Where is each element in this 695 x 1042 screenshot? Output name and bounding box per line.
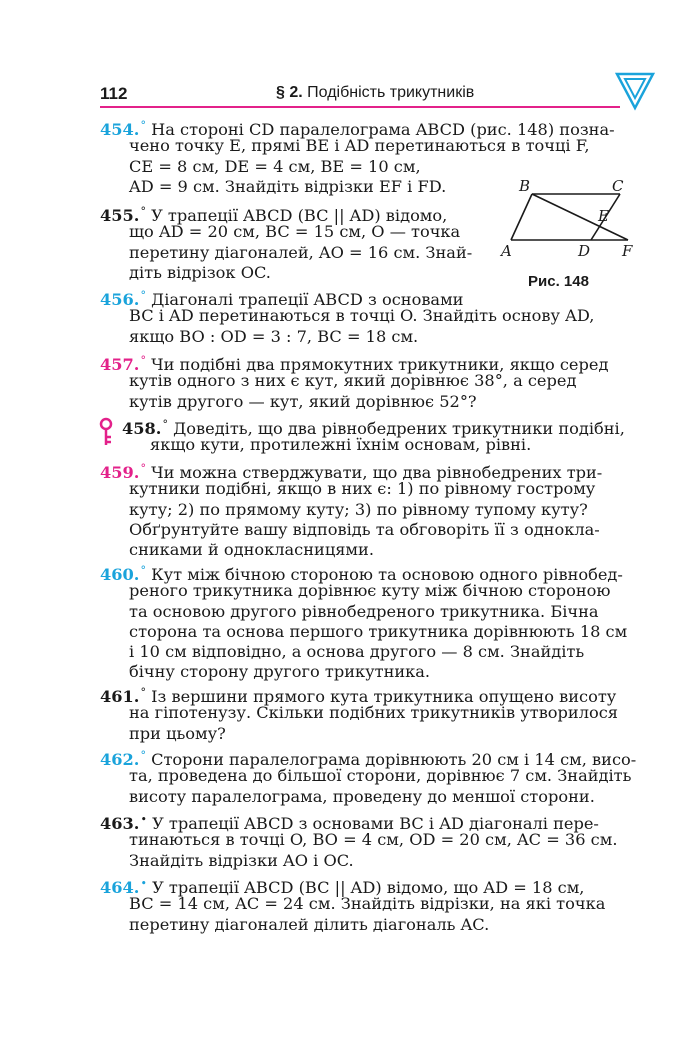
problem-number: 457. xyxy=(100,355,140,374)
problem-text-line: сниками й однокласницями. xyxy=(129,540,374,560)
key-icon xyxy=(98,417,120,447)
difficulty-mark: ° xyxy=(140,119,146,132)
difficulty-mark: ° xyxy=(140,749,146,762)
problem-number: 459. xyxy=(100,463,140,482)
problem-text-line: кутів другого — кут, який дорівнює 52°? xyxy=(129,391,477,411)
problem-454 xyxy=(100,116,638,197)
problem-456 xyxy=(100,286,638,347)
problem-463 xyxy=(100,810,638,871)
problem-text-line: Діагоналі трапеції ABCD з основами xyxy=(151,290,464,309)
problem-text-line: кутів одного з них є кут, який дорівнює 38°, а серед xyxy=(129,371,577,391)
problem-text-line: кутники подібні, якщо в них є: 1) по рівному гострому xyxy=(129,479,596,499)
problem-text-line: якщо кути, протилежні їхнім основам, рівні. xyxy=(150,435,532,455)
problem-number: 456. xyxy=(100,290,140,309)
problem-number: 461. xyxy=(100,687,140,706)
header-rule xyxy=(100,106,620,108)
problem-number: 454. xyxy=(100,120,140,139)
problem-459 xyxy=(100,459,638,560)
difficulty-mark: ° xyxy=(140,354,146,367)
problem-text-line: Доведіть, що два рівнобедрених трикутники подібні, xyxy=(173,419,625,438)
problem-text-line: BC = 14 см, AC = 24 см. Знайдіть відрізки, на які точка xyxy=(129,894,606,914)
problem-number: 455. xyxy=(100,206,140,225)
problem-461 xyxy=(100,683,638,744)
problem-text-line: AD = 9 см. Знайдіть відрізки EF і FD. xyxy=(129,176,447,196)
problem-text-line: реного трикутника дорівнює куту між бічною стороною xyxy=(129,581,611,601)
difficulty-mark: ° xyxy=(140,289,146,302)
problem-text-line: що AD = 20 см, BC = 15 см, O — точка xyxy=(129,222,461,242)
section-title: Подібність трикутників xyxy=(307,84,475,101)
difficulty-mark: • xyxy=(140,877,147,890)
problem-text-line: У трапеції ABCD (BC || AD) відомо, xyxy=(151,206,448,225)
problem-457 xyxy=(100,351,638,412)
problem-458 xyxy=(122,415,638,456)
problem-text-line: сторона та основа першого трикутника дорівнюють 18 см xyxy=(129,621,628,641)
problem-text-line: тинаються в точці O, BO = 4 см, OD = 20 см, AC = 36 см. xyxy=(129,830,618,850)
problem-text-line: Обґрунтуйте вашу відповідь та обговоріть її з однокла- xyxy=(129,519,600,539)
label-b: B xyxy=(519,177,531,195)
problem-number: 464. xyxy=(100,878,140,897)
problem-text-line: Знайдіть відрізки AO і OC. xyxy=(129,850,354,870)
problem-text-line: Кут між бічною стороною та основою одного рівнобед- xyxy=(151,565,623,584)
problem-text-line: якщо BO : OD = 3 : 7, BC = 18 см. xyxy=(129,326,419,346)
problem-text-line: перетину діагоналей ділить діагональ AC. xyxy=(129,914,490,934)
problem-464 xyxy=(100,874,638,935)
problem-text-line: чено точку E, прямі BE і AD перетинаються в точці F, xyxy=(129,136,590,156)
problem-text-line: У трапеції ABCD (BC || AD) відомо, що AD = 18 см, xyxy=(152,878,585,897)
problem-text-line: CE = 8 см, DE = 4 см, BE = 10 см, xyxy=(129,156,421,176)
difficulty-mark: ° xyxy=(140,564,146,577)
problem-text-line: висоту паралелограма, проведену до меншої сторони. xyxy=(129,786,595,806)
label-f: F xyxy=(622,242,633,260)
problem-text-line: BC і AD перетинаються в точці O. Знайдіть основу AD, xyxy=(129,306,595,326)
segment-ab xyxy=(511,194,532,240)
problem-460 xyxy=(100,561,638,683)
problem-text-line: У трапеції ABCD з основами BC і AD діагоналі пере- xyxy=(152,814,599,833)
difficulty-mark: ° xyxy=(162,418,168,431)
page-header xyxy=(100,84,637,108)
problem-text-line: бічну сторону другого трикутника. xyxy=(129,662,431,682)
problem-number: 460. xyxy=(100,565,140,584)
problem-455 xyxy=(100,202,485,283)
problem-text-line: перетину діагоналей, AO = 16 см. Знай- xyxy=(129,242,473,262)
label-a: A xyxy=(501,242,512,260)
problem-text-line: та, проведена до більшої сторони, дорівнює 7 см. Знайдіть xyxy=(129,766,632,786)
problem-text-line: Із вершини прямого кута трикутника опущено висоту xyxy=(151,687,617,706)
problem-text-line: і 10 см відповідно, а основа другого — 8 см. Знайдіть xyxy=(129,642,585,662)
section-mark: § 2. xyxy=(276,84,303,101)
figure-caption: Рис. 148 xyxy=(528,273,589,290)
problem-number: 458. xyxy=(122,419,162,438)
difficulty-mark: • xyxy=(140,813,147,826)
page-number: 112 xyxy=(100,84,128,103)
problem-462 xyxy=(100,746,638,807)
difficulty-mark: ° xyxy=(140,205,146,218)
triangle-badge-icon xyxy=(614,70,656,112)
problem-text-line: та основою другого рівнобедреного трикутника. Бічна xyxy=(129,601,599,621)
problem-text-line: Чи можна стверджувати, що два рівнобедрених три- xyxy=(151,463,603,482)
difficulty-mark: ° xyxy=(140,686,146,699)
problem-text-line: діть відрізок OC. xyxy=(129,262,271,282)
problem-text-line: Чи подібні два прямокутних трикутники, якщо серед xyxy=(151,355,609,374)
problem-text-line: куту; 2) по прямому куту; 3) по рівному тупому куту? xyxy=(129,499,588,519)
problem-text-line: при цьому? xyxy=(129,723,226,743)
difficulty-mark: ° xyxy=(140,462,146,475)
problem-number: 462. xyxy=(100,750,140,769)
label-c: C xyxy=(612,177,624,195)
label-d: D xyxy=(578,242,591,260)
segment-bf xyxy=(532,194,628,240)
problem-number: 463. xyxy=(100,814,140,833)
problem-text-line: На стороні CD паралелограма ABCD (рис. 148) позна- xyxy=(151,120,615,139)
problem-text-line: Сторони паралелограма дорівнюють 20 см і 14 см, висо- xyxy=(151,750,637,769)
label-e: E xyxy=(598,207,609,225)
problem-text-line: на гіпотенузу. Скільки подібних трикутників утворилося xyxy=(129,703,619,723)
running-title xyxy=(276,84,474,102)
